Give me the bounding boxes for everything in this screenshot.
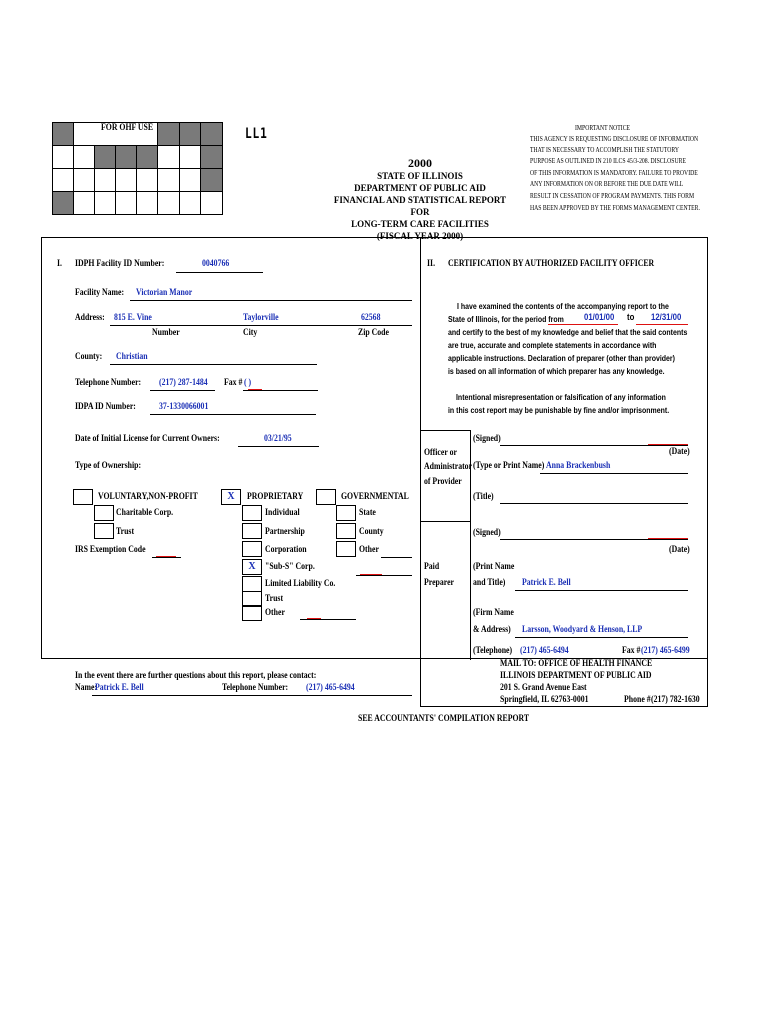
print-name-label: and Title) <box>473 578 506 588</box>
form-code: LL1 <box>245 126 268 142</box>
grid-cell <box>179 145 201 169</box>
grid-cell <box>200 145 223 169</box>
officer-label: of Provider <box>424 477 462 487</box>
questions-text: In the event there are further questions about this report, please contact: <box>75 671 317 681</box>
other-checkbox[interactable] <box>242 605 262 621</box>
mail-line: MAIL TO: OFFICE OF HEALTH FINANCE <box>500 659 653 669</box>
partnership-label: Partnership <box>265 527 305 537</box>
officer-name-line <box>540 473 688 474</box>
type-print-label: (Type or Print Name) <box>473 461 545 471</box>
grid-cell <box>94 191 116 215</box>
grid-cell <box>52 145 74 169</box>
report-header <box>330 156 510 242</box>
grid-cell <box>94 145 116 169</box>
grid-cell <box>115 191 137 215</box>
llc-checkbox[interactable] <box>242 576 262 592</box>
llc-label: Limited Liability Co. <box>265 579 336 589</box>
cert-line: applicable instructions. Declaration of preparer (other than provider) <box>448 353 675 363</box>
signed-label: (Signed) <box>473 434 501 444</box>
zip-value[interactable]: 62568 <box>361 313 381 323</box>
fax-label: Fax # <box>224 378 243 388</box>
other-red-mark <box>307 618 321 619</box>
other-line <box>300 619 356 620</box>
period-from-line <box>548 324 618 325</box>
telephone-value[interactable]: (217) 465-6494 <box>520 646 569 656</box>
grid-cell <box>157 122 180 146</box>
notice-line: ANY INFORMATION ON OR BEFORE THE DUE DATE WILL <box>530 180 684 188</box>
phone-line <box>150 390 215 391</box>
grid-cell <box>136 145 158 169</box>
contact-name-value[interactable]: Patrick E. Bell <box>95 683 144 693</box>
ownership-label: Type of Ownership: <box>75 461 142 471</box>
phone-label: Telephone Number: <box>75 378 142 388</box>
officer-top-border <box>420 430 470 431</box>
officer-name-value[interactable]: Anna Brackenbush <box>546 461 611 471</box>
cert-line: I have examined the contents of the accompanying report to the <box>457 301 669 311</box>
contact-line <box>92 695 412 696</box>
governmental-checkbox[interactable] <box>316 489 336 505</box>
fax-red-mark <box>248 389 262 390</box>
grid-cell <box>94 168 116 192</box>
notice-title: IMPORTANT NOTICE <box>575 124 631 132</box>
prep-fax-label: Fax # <box>622 646 641 656</box>
firm-label: & Address) <box>473 625 511 635</box>
county-opt-label: County <box>359 527 384 537</box>
trust-checkbox[interactable] <box>94 523 114 539</box>
center-divider <box>420 237 421 707</box>
grid-cell <box>179 122 201 146</box>
preparer-name-value[interactable]: Patrick E. Bell <box>522 578 571 588</box>
signed2-label: (Signed) <box>473 528 501 538</box>
individual-label: Individual <box>265 508 300 518</box>
address-label: Address: <box>75 313 105 323</box>
cert-line: State of Illinois, for the period from <box>448 314 564 324</box>
subs-mark: X <box>248 561 256 572</box>
firm-label: (Firm Name <box>473 608 514 618</box>
notice-line: THAT IS NECESSARY TO ACCOMPLISH THE STATUTORY <box>530 146 680 154</box>
warn-line: Intentional misrepresentation or falsification of any information <box>456 392 666 402</box>
notice-line: RESULT IN CESSATION OF PROGRAM PAYMENTS. THIS FORM <box>530 192 695 200</box>
grid-cell <box>136 168 158 192</box>
title-line <box>500 503 688 504</box>
corporation-checkbox[interactable] <box>242 541 262 557</box>
signed2-red-mark <box>648 538 688 539</box>
section-1-num: I. <box>57 259 62 269</box>
bottom-right-border <box>420 706 708 707</box>
county-label: County: <box>75 352 103 362</box>
date2-label: (Date) <box>669 545 690 555</box>
notice-line: THIS AGENCY IS REQUESTING DISCLOSURE OF INFORMATION <box>530 135 699 143</box>
cert-line: and certify to the best of my knowledge and belief that the said contents <box>448 327 688 337</box>
corporation-label: Corporation <box>265 545 307 555</box>
county-value[interactable]: Christian <box>116 352 148 362</box>
title-label: (Title) <box>473 492 494 502</box>
report-dept: DEPARTMENT OF PUBLIC AID <box>354 183 486 193</box>
phone-value[interactable]: (217) 287-1484 <box>159 378 208 388</box>
street-value[interactable]: 815 E. Vine <box>114 313 152 323</box>
report-state: STATE OF ILLINOIS <box>377 171 463 181</box>
period-to-label: to <box>627 312 635 323</box>
period-from-value[interactable]: 01/01/00 <box>584 312 615 323</box>
period-to-line <box>636 324 688 325</box>
grid-cell <box>200 191 223 215</box>
section-2-title: CERTIFICATION BY AUTHORIZED FACILITY OFFICER <box>448 259 655 269</box>
grid-cell <box>136 191 158 215</box>
city-caption: City <box>243 328 258 338</box>
signed-red-mark <box>648 444 688 445</box>
warn-line: in this cost report may be punishable by fine and/or imprisonment. <box>448 405 670 415</box>
grid-cell <box>200 122 223 146</box>
idpa-value[interactable]: 37-1330066001 <box>159 402 209 412</box>
subs-other-line <box>356 575 412 576</box>
city-value[interactable]: Taylorville <box>243 313 279 323</box>
grid-cell <box>52 191 74 215</box>
facility-name-value[interactable]: Victorian Manor <box>136 288 193 298</box>
grid-cell <box>52 122 74 146</box>
mail-phone-value: (217) 782-1630 <box>651 695 700 705</box>
mail-line: Springfield, IL 62763-0001 <box>500 695 589 705</box>
contact-phone-value[interactable]: (217) 465-6494 <box>306 683 355 693</box>
idpa-line <box>150 414 316 415</box>
number-caption: Number <box>152 328 180 338</box>
mail-phone-label: Phone # <box>624 695 651 705</box>
individual-checkbox[interactable] <box>242 505 262 521</box>
preparer-label: Preparer <box>424 578 454 588</box>
grid-cell <box>157 145 180 169</box>
grid-cell <box>157 191 180 215</box>
fax-line <box>243 390 318 391</box>
idpa-label: IDPA ID Number: <box>75 402 136 412</box>
telephone-label: (Telephone) <box>473 646 513 656</box>
print-name-label: (Print Name <box>473 562 515 572</box>
firm-value[interactable]: Larsson, Woodyard & Henson, LLP <box>522 625 643 635</box>
grid-cell <box>157 168 180 192</box>
other-label: Other <box>265 608 285 618</box>
notice-line: HAS BEEN APPROVED BY THE FORMS MANAGEMENT CENTER. <box>530 204 700 212</box>
license-line <box>238 446 319 447</box>
report-fiscal: (FISCAL YEAR 2000) <box>376 231 464 241</box>
ohf-use-label: FOR OHF USE <box>101 123 154 133</box>
grid-cell <box>115 168 137 192</box>
charitable-label: Charitable Corp. <box>116 508 174 518</box>
governmental-label: GOVERNMENTAL <box>341 492 409 502</box>
grid-cell <box>115 145 137 169</box>
state-label: State <box>359 508 376 518</box>
facility-id-line <box>176 272 263 273</box>
proprietary-mark: X <box>227 491 235 502</box>
notice-line: OF THIS INFORMATION IS MANDATORY. FAILURE TO PROVIDE <box>530 169 698 177</box>
preparer-name-line <box>515 590 688 591</box>
preparer-top-border <box>420 521 470 522</box>
other2-checkbox[interactable] <box>336 541 356 557</box>
other2-label: Other <box>359 545 379 555</box>
cert-line: is based on all information of which preparer has any knowledge. <box>448 366 665 376</box>
fax-value[interactable]: ( ) <box>244 378 252 388</box>
voluntary-checkbox[interactable] <box>73 489 93 505</box>
address-line <box>110 325 412 326</box>
license-label: Date of Initial License for Current Owners: <box>75 434 220 444</box>
license-value[interactable]: 03/21/95 <box>264 434 292 444</box>
prep-fax-value[interactable]: (217) 465-6499 <box>641 646 690 656</box>
signed2-line <box>500 539 688 540</box>
state-checkbox[interactable] <box>336 505 356 521</box>
grid-cell <box>200 168 223 192</box>
report-name: FINANCIAL AND STATISTICAL REPORT FOR <box>333 195 507 217</box>
period-to-value[interactable]: 12/31/00 <box>651 312 682 323</box>
footer-note: SEE ACCOUNTANTS' COMPILATION REPORT <box>358 714 530 724</box>
voluntary-label: VOLUNTARY,NON-PROFIT <box>98 492 198 502</box>
mail-line: 201 S. Grand Avenue East <box>500 683 587 693</box>
officer-label: Officer or <box>424 448 457 458</box>
notice-line: PURPOSE AS OUTLINED IN 210 ILCS 45/3-208. DISCLOSURE <box>530 157 686 165</box>
partnership-checkbox[interactable] <box>242 523 262 539</box>
grid-cell <box>73 145 95 169</box>
section-2-num: II. <box>427 259 436 269</box>
cert-line: are true, accurate and complete statements in accordance with <box>448 340 657 350</box>
grid-cell <box>179 191 201 215</box>
trust2-label: Trust <box>265 594 284 604</box>
zip-caption: Zip Code <box>358 328 389 338</box>
report-year: 2000 <box>408 156 432 170</box>
grid-cell <box>179 168 201 192</box>
charitable-checkbox[interactable] <box>94 505 114 521</box>
officer-label: Administrator <box>424 462 473 472</box>
grid-cell <box>73 191 95 215</box>
contact-phone-label: Telephone Number: <box>222 683 289 693</box>
subs-red-mark <box>360 574 382 575</box>
contact-name-label: Name: <box>75 683 98 693</box>
date-label: (Date) <box>669 447 690 457</box>
right-edge <box>707 237 708 707</box>
county-checkbox[interactable] <box>336 523 356 539</box>
grid-cell <box>52 168 74 192</box>
report-facilities: LONG-TERM CARE FACILITIES <box>351 219 489 229</box>
firm-line <box>515 637 688 638</box>
trust-label: Trust <box>116 527 135 537</box>
signed-line <box>500 445 688 446</box>
other2-line <box>381 557 412 558</box>
irs-line <box>152 557 181 558</box>
grid-cell <box>73 168 95 192</box>
mail-line: ILLINOIS DEPARTMENT OF PUBLIC AID <box>500 671 652 681</box>
facility-id-value[interactable]: 0040766 <box>202 259 230 269</box>
paid-label: Paid <box>424 562 440 572</box>
irs-label: IRS Exemption Code <box>75 545 146 555</box>
proprietary-label: PROPRIETARY <box>247 492 304 502</box>
facility-id-label: IDPH Facility ID Number: <box>75 259 165 269</box>
irs-red-mark <box>156 556 176 557</box>
county-line <box>110 364 317 365</box>
subs-label: "Sub-S" Corp. <box>265 562 315 572</box>
facility-name-line <box>130 300 412 301</box>
facility-name-label: Facility Name: <box>75 288 125 298</box>
